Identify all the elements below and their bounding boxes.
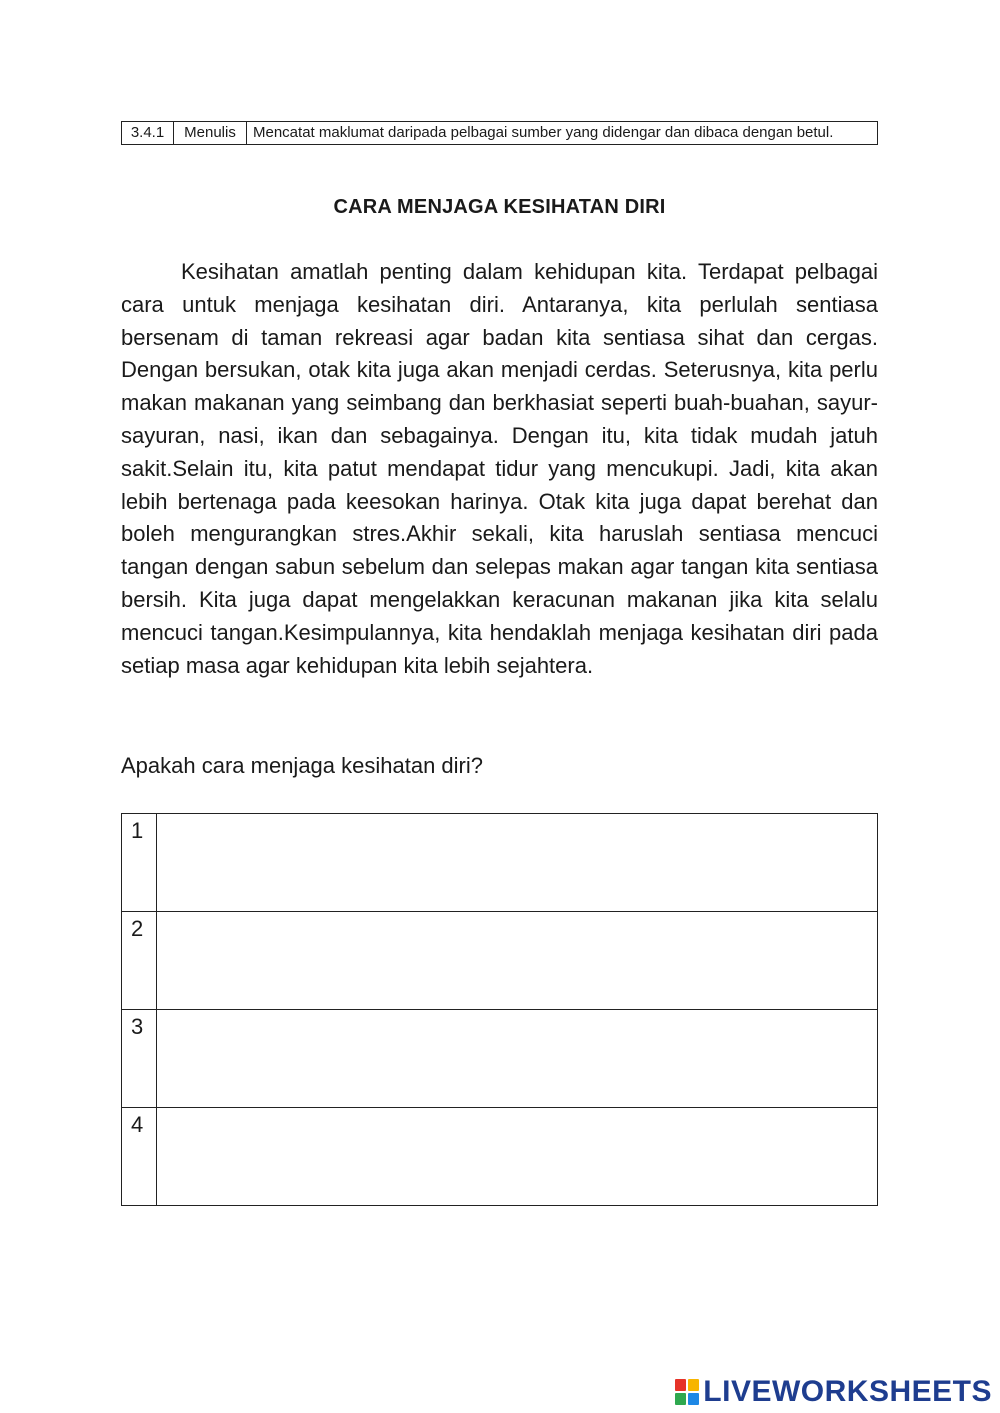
logo-square <box>688 1393 699 1405</box>
liveworksheets-logo-icon <box>675 1379 699 1405</box>
learning-standard-row <box>122 122 878 145</box>
answer-row <box>122 912 878 1010</box>
answer-number: 4 <box>122 1108 157 1206</box>
answer-input-2[interactable] <box>157 912 877 1009</box>
logo-square <box>675 1393 686 1405</box>
liveworksheets-brand[interactable] <box>675 1375 992 1409</box>
answer-number: 3 <box>122 1010 157 1108</box>
answer-input-3[interactable] <box>157 1010 877 1107</box>
answer-table <box>121 813 878 1206</box>
brand-name: LIVEWORKSHEETS <box>703 1375 992 1408</box>
logo-square <box>688 1379 699 1391</box>
standard-description: Mencatat maklumat daripada pelbagai sumber yang didengar dan dibaca dengan betul. <box>247 122 878 145</box>
standard-skill: Menulis <box>174 122 247 145</box>
answer-cell <box>157 814 878 912</box>
worksheet-title: CARA MENJAGA KESIHATAN DIRI <box>333 196 666 218</box>
learning-standard-table <box>121 121 878 145</box>
reading-passage: Kesihatan amatlah penting dalam kehidupan kita. Terdapat pelbagai cara untuk menjaga kesihatan diri. Antaranya, kita perlulah sentiasa bersenam di taman rekreasi agar badan kita sentiasa sihat dan cergas. Dengan bersukan, otak kita juga akan menjadi cerdas. Seterusnya, kita perlu makan makanan yang seimbang dan berkhasiat seperti buah-buahan, sayur-sayuran, nasi, ikan dan sebagainya. Dengan itu, kita tidak mudah jatuh sakit.Selain itu, kita patut mendapat tidur yang mencukupi. Jadi, kita akan lebih bertenaga pada keesokan harinya. Otak kita juga dapat berehat dan boleh mengurangkan stres.Akhir sekali, kita haruslah sentiasa mencuci tangan dengan sabun sebelum dan selepas makan agar tangan kita sentiasa bersih. Kita juga dapat mengelakkan keracunan makanan jika kita selalu mencuci tangan.Kesimpulannya, kita hendaklah menjaga kesihatan diri pada setiap masa agar kehidupan kita lebih sejahtera. <box>121 259 878 678</box>
answer-number: 2 <box>122 912 157 1010</box>
question-text: Apakah cara menjaga kesihatan diri? <box>121 753 484 778</box>
answer-input-1[interactable] <box>157 814 877 911</box>
answer-row <box>122 1108 878 1206</box>
answer-cell <box>157 1010 878 1108</box>
answer-input-4[interactable] <box>157 1108 877 1205</box>
answer-row <box>122 814 878 912</box>
standard-code: 3.4.1 <box>122 122 174 145</box>
logo-square <box>675 1379 686 1391</box>
answer-cell <box>157 912 878 1010</box>
answer-number: 1 <box>122 814 157 912</box>
answer-row <box>122 1010 878 1108</box>
answer-cell <box>157 1108 878 1206</box>
